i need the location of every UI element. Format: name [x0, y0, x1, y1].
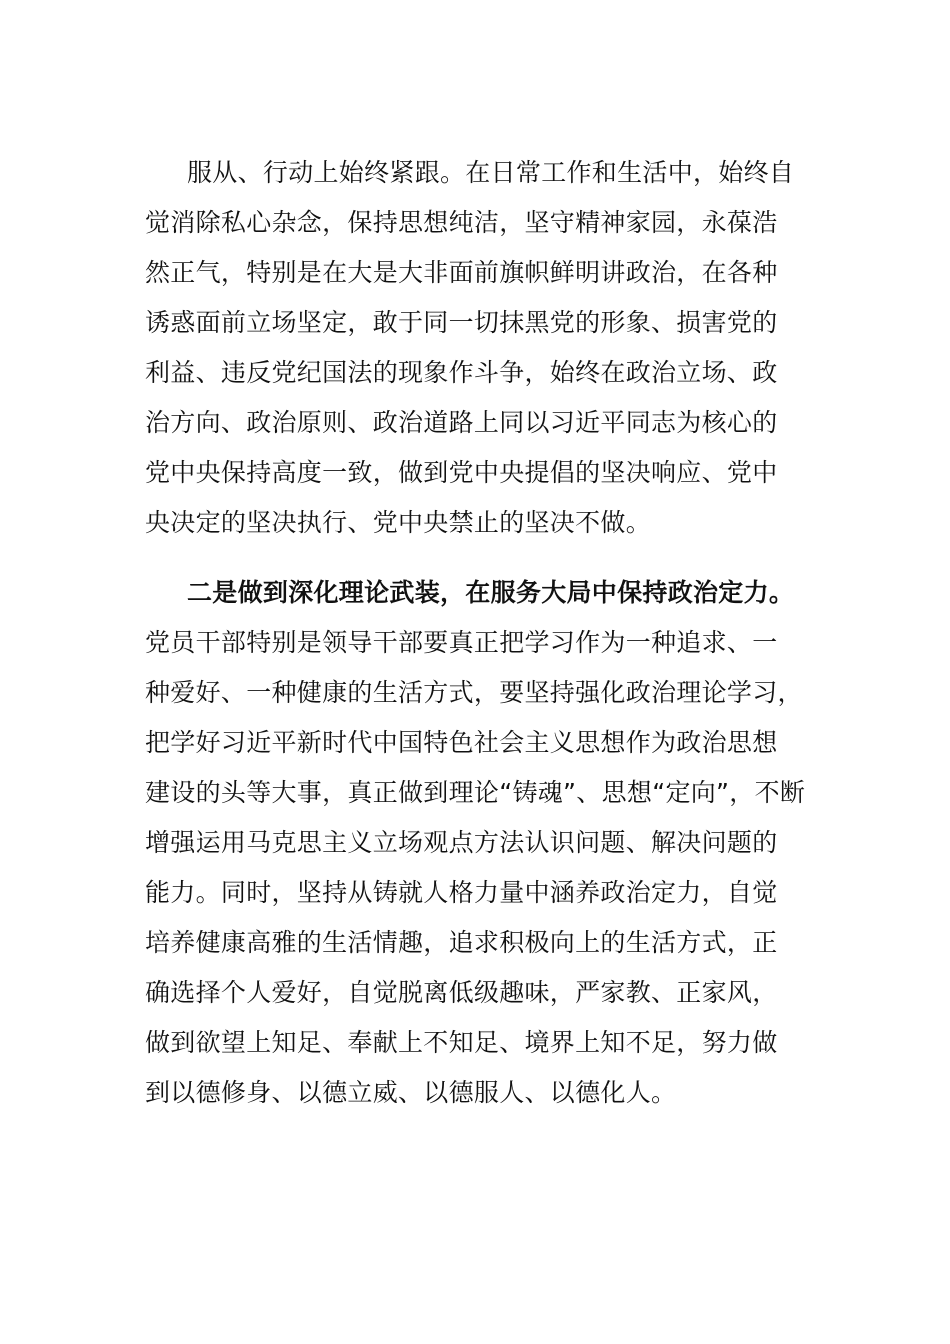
- paragraph-line: 能力。同时，坚持从铸就人格力量中涵养政治定力，自觉: [145, 878, 778, 907]
- paragraph-line: 党中央保持高度一致，做到党中央提倡的坚决响应、党中: [145, 458, 778, 487]
- paragraph-line: 然正气，特别是在大是大非面前旗帜鲜明讲政治，在各种: [145, 258, 778, 287]
- paragraph-line: 诱惑面前立场坚定，敢于同一切抹黑党的形象、损害党的: [145, 308, 778, 337]
- paragraph-line: 央决定的坚决执行、党中央禁止的坚决不做。: [145, 508, 652, 537]
- paragraph-line: 建设的头等大事，真正做到理论“铸魂”、思想“定向”，不断: [145, 778, 806, 807]
- paragraph-line: 党员干部特别是领导干部要真正把学习作为一种追求、一: [145, 628, 778, 657]
- paragraph-line: 利益、违反党纪国法的现象作斗争，始终在政治立场、政: [145, 358, 778, 387]
- section-heading: 二是做到深化理论武装，在服务大局中保持政治定力。: [187, 578, 795, 607]
- paragraph-line: 增强运用马克思主义立场观点方法认识问题、解决问题的: [145, 828, 778, 857]
- paragraph-line: 种爱好、一种健康的生活方式，要坚持强化政治理论学习，: [145, 678, 803, 707]
- paragraph-1: [145, 148, 805, 548]
- paragraph-line: 把学好习近平新时代中国特色社会主义思想作为政治思想: [145, 728, 778, 757]
- paragraph-2: [145, 568, 805, 1118]
- paragraph-line: 确选择个人爱好，自觉脱离低级趣味，严家教、正家风，: [145, 978, 778, 1007]
- paragraph-line: 到以德修身、以德立威、以德服人、以德化人。: [145, 1078, 677, 1107]
- paragraph-line: 服从、行动上始终紧跟。在日常工作和生活中，始终自: [187, 158, 795, 187]
- paragraph-line: 培养健康高雅的生活情趣，追求积极向上的生活方式，正: [145, 928, 778, 957]
- paragraph-line: 治方向、政治原则、政治道路上同以习近平同志为核心的: [145, 408, 778, 437]
- paragraph-line: 做到欲望上知足、奉献上不知足、境界上知不足，努力做: [145, 1028, 778, 1057]
- paragraph-line: 觉消除私心杂念，保持思想纯洁，坚守精神家园，永葆浩: [145, 208, 778, 237]
